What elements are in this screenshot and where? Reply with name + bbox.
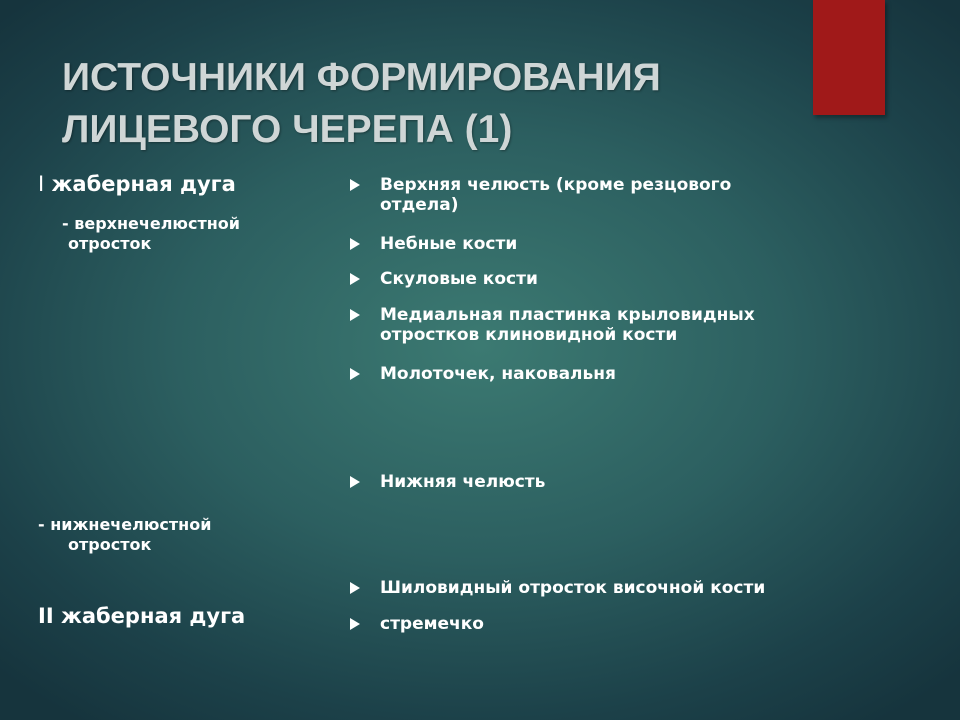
first-arch-numeral: I <box>38 172 45 196</box>
bullet-item <box>350 234 890 254</box>
bullet-text: стремечко <box>380 614 484 634</box>
bullet-text: Молоточек, наковальня <box>380 364 616 384</box>
triangle-right-icon <box>350 273 360 285</box>
left-column <box>0 0 330 720</box>
bullet-text: Шиловидный отросток височной кости <box>380 578 766 598</box>
bullet-line-1: Верхняя челюсть (кроме резцового <box>380 175 732 195</box>
triangle-right-icon <box>350 238 360 250</box>
triangle-right-icon <box>350 368 360 380</box>
bullet-item <box>350 578 890 598</box>
bullet-text: Нижняя челюсть <box>380 472 546 492</box>
second-arch-heading: II жаберная дуга <box>38 604 246 628</box>
bullet-text: Скуловые кости <box>380 269 538 289</box>
triangle-right-icon <box>350 309 360 321</box>
bullet-item <box>350 614 890 634</box>
bullet-text <box>380 175 890 215</box>
right-column <box>350 0 910 720</box>
title-line-1: ИСТОЧНИКИ ФОРМИРОВАНИЯ <box>62 56 661 99</box>
bullet-item <box>350 472 890 492</box>
bullet-text: Небные кости <box>380 234 518 254</box>
mandibular-line-1: - нижнечелюстной <box>38 515 212 534</box>
triangle-right-icon <box>350 618 360 630</box>
bullet-item <box>350 305 890 345</box>
first-arch-heading <box>38 172 236 196</box>
triangle-right-icon <box>350 582 360 594</box>
maxillary-line-1: - верхнечелюстной <box>62 214 240 233</box>
bullet-line-2: отдела) <box>380 195 459 215</box>
mandibular-process-label <box>38 515 211 555</box>
bullet-item <box>350 364 890 384</box>
mandibular-line-2: отросток <box>68 535 152 554</box>
title-line-2: ЛИЦЕВОГО ЧЕРЕПА (1) <box>62 108 513 151</box>
bullet-text <box>380 305 890 345</box>
triangle-right-icon <box>350 179 360 191</box>
triangle-right-icon <box>350 476 360 488</box>
bullet-line-2: отростков клиновидной кости <box>380 325 678 345</box>
first-arch-text: жаберная дуга <box>44 172 236 196</box>
bullet-item <box>350 175 890 215</box>
bullet-item <box>350 269 890 289</box>
maxillary-line-2: отросток <box>68 234 152 253</box>
maxillary-process-label <box>62 214 240 254</box>
bullet-line-1: Медиальная пластинка крыловидных <box>380 305 755 325</box>
